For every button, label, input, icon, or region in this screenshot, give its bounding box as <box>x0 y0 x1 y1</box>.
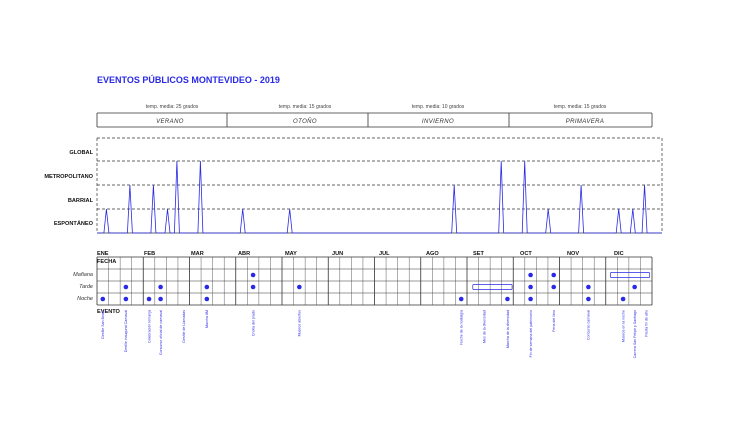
row-label-manana: Mañana <box>73 272 93 278</box>
month-label: ABR <box>238 251 251 257</box>
row-label-noche: Noche <box>77 296 93 302</box>
event-dot <box>147 297 152 302</box>
event-dot <box>621 297 626 302</box>
grid-lines <box>97 257 652 305</box>
event-dot <box>205 285 210 290</box>
event-dot <box>158 297 163 302</box>
event-dot <box>586 297 591 302</box>
row-label-tarde: Tarde <box>79 284 93 290</box>
season-primavera: PRIMAVERA <box>565 119 605 125</box>
event-label: Museos en la noche <box>621 310 626 343</box>
month-axis <box>97 251 624 257</box>
event-dot <box>100 297 105 302</box>
month-label: NOV <box>567 251 580 257</box>
month-label: AGO <box>426 251 439 257</box>
event-dots <box>100 273 636 302</box>
event-dot <box>251 273 256 278</box>
event-label: Feria del libro <box>552 310 557 332</box>
level-label-barrial: BARRIAL <box>67 198 93 204</box>
season-otono: OTOÑO <box>293 119 317 125</box>
event-dot <box>505 297 510 302</box>
level-axis <box>44 138 662 233</box>
event-dot <box>586 285 591 290</box>
event-label: Noche de la nostalgia <box>459 310 464 345</box>
range-bar <box>610 273 649 278</box>
event-dot <box>551 273 556 278</box>
event-label: Desfile San Beato <box>101 310 106 339</box>
event-intensity-line <box>97 161 662 233</box>
month-label: DIC <box>614 251 624 257</box>
chart-title: EVENTOS PÚBLICOS MONTEVIDEO - 2019 <box>97 75 280 85</box>
event-label: Marcha de la diversidad <box>505 310 510 349</box>
season-temp-verano: temp. media: 25 grados <box>145 104 199 110</box>
month-label: JUN <box>332 251 344 257</box>
event-dot <box>297 285 302 290</box>
month-label: OCT <box>520 251 532 257</box>
event-label: Fin de semana del patrimonio <box>528 310 533 358</box>
event-label: Desfile de Llamadas <box>182 310 187 343</box>
calendar-grid <box>73 257 652 315</box>
event-dot <box>528 297 533 302</box>
month-label: SET <box>473 251 484 257</box>
month-label: MAR <box>191 251 204 257</box>
event-label: Mes de la diversidad <box>482 310 487 343</box>
event-dot <box>459 297 464 302</box>
event-label: Fiesta fin de año <box>644 310 649 337</box>
season-temp-primavera: temp. media: 15 grados <box>553 104 607 110</box>
level-label-global: GLOBAL <box>69 150 93 156</box>
event-label: Desfile inaugural Carnaval <box>124 310 129 353</box>
season-header <box>97 104 652 127</box>
event-label: Criolla del prado <box>251 310 256 337</box>
event-dot <box>251 285 256 290</box>
month-label: MAY <box>285 251 297 257</box>
event-label: Concurso oficial de carnaval <box>158 310 163 356</box>
event-label: Museos abiertos <box>297 310 302 337</box>
event-label: Celebración Iemanjá <box>147 310 152 343</box>
evento-label: EVENTO <box>97 309 120 315</box>
season-temp-otono: temp. media: 15 grados <box>278 104 332 110</box>
event-dot <box>528 285 533 290</box>
event-dot <box>551 285 556 290</box>
event-dot <box>124 297 129 302</box>
event-labels <box>101 310 648 359</box>
event-dot <box>124 285 129 290</box>
season-temp-invierno: temp. media: 10 grados <box>411 104 465 110</box>
event-dot <box>205 297 210 302</box>
event-dot <box>632 285 637 290</box>
event-label: Concurso carnaval <box>586 310 591 340</box>
level-label-metropolitano: METROPOLITANO <box>44 174 93 180</box>
season-verano: VERANO <box>156 119 184 125</box>
month-label: ENE <box>97 251 109 257</box>
event-dot <box>158 285 163 290</box>
event-label: Marcha 8M <box>205 310 210 328</box>
season-invierno: INVIERNO <box>421 119 455 125</box>
month-label: FEB <box>144 251 156 257</box>
fecha-label: FECHA <box>97 259 117 265</box>
month-label: JUL <box>379 251 390 257</box>
event-label: Carrera San Felipe y Santiago <box>632 310 637 359</box>
event-dot <box>528 273 533 278</box>
level-label-espontaneo: ESPONTÁNEO <box>53 221 93 227</box>
